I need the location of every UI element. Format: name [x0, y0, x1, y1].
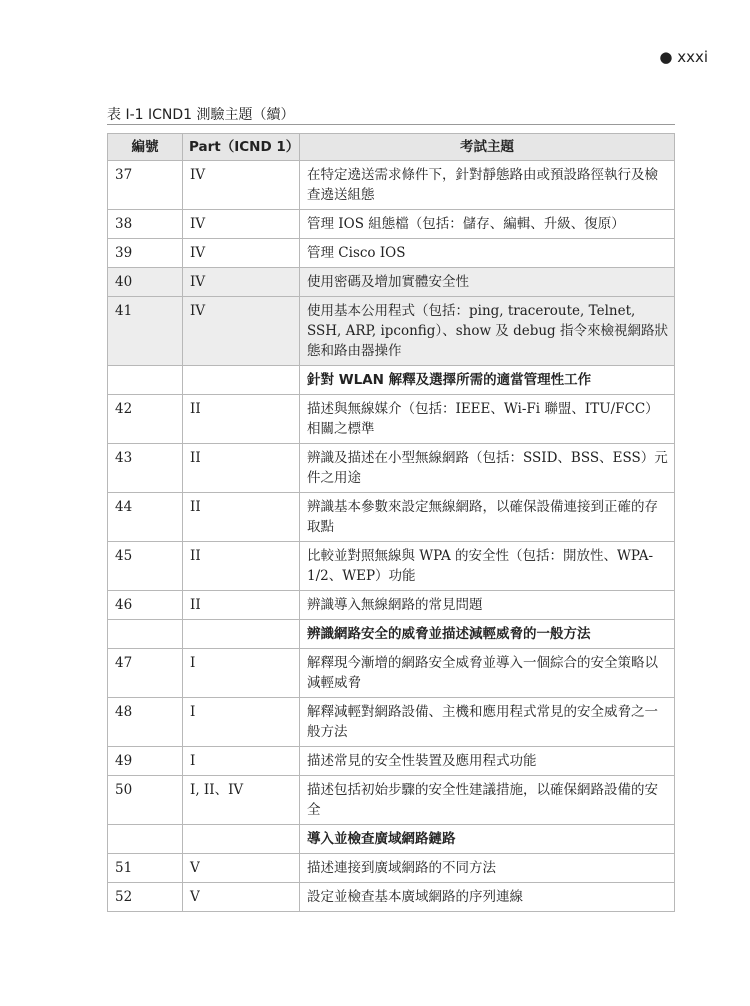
row-number-cell: 49 — [108, 747, 183, 776]
row-number-cell: 50 — [108, 776, 183, 825]
table-row — [108, 210, 675, 239]
row-number-cell — [108, 620, 183, 649]
section-heading: 導入並檢查廣域網路鏈路 — [300, 825, 675, 854]
table-row — [108, 239, 675, 268]
table-row — [108, 444, 675, 493]
row-topic-cell: 辨識及描述在小型無線網路（包括：SSID、BSS、ESS）元件之用途 — [300, 444, 675, 493]
header-part: Part（ICND 1） — [183, 134, 300, 161]
row-topic-cell: 描述連接到廣域網路的不同方法 — [300, 854, 675, 883]
section-row — [108, 825, 675, 854]
table-row — [108, 542, 675, 591]
row-number-cell — [108, 366, 183, 395]
row-part-cell: I — [183, 698, 300, 747]
table-row — [108, 591, 675, 620]
row-topic-cell: 管理 Cisco IOS — [300, 239, 675, 268]
row-number-cell — [108, 825, 183, 854]
row-number-cell: 41 — [108, 297, 183, 366]
table-header-row — [108, 134, 675, 161]
table-row — [108, 854, 675, 883]
row-topic-cell: 比較並對照無線與 WPA 的安全性（包括：開放性、WPA-1/2、WEP）功能 — [300, 542, 675, 591]
table-row — [108, 747, 675, 776]
row-topic-cell: 在特定遶送需求條件下，針對靜態路由或預設路徑執行及檢查遶送組態 — [300, 161, 675, 210]
row-number-cell: 38 — [108, 210, 183, 239]
section-row — [108, 620, 675, 649]
table-body — [108, 161, 675, 912]
row-part-cell: IV — [183, 268, 300, 297]
row-number-cell: 47 — [108, 649, 183, 698]
table-row — [108, 776, 675, 825]
row-topic-cell: 設定並檢查基本廣域網路的序列連線 — [300, 883, 675, 912]
header-topic: 考試主題 — [300, 134, 675, 161]
section-row — [108, 366, 675, 395]
table-title: 表 I-1 ICND1 測驗主題（續） — [107, 107, 295, 123]
row-part-cell: II — [183, 444, 300, 493]
row-topic-cell: 描述與無線媒介（包括：IEEE、Wi-Fi 聯盟、ITU/FCC）相關之標準 — [300, 395, 675, 444]
table-row — [108, 698, 675, 747]
row-part-cell: I — [183, 649, 300, 698]
row-part-cell: IV — [183, 161, 300, 210]
row-topic-cell: 使用密碼及增加實體安全性 — [300, 268, 675, 297]
table-row — [108, 268, 675, 297]
row-number-cell: 52 — [108, 883, 183, 912]
table-row — [108, 395, 675, 444]
row-topic-cell: 辨識導入無線網路的常見問題 — [300, 591, 675, 620]
row-part-cell: IV — [183, 297, 300, 366]
row-part-cell: V — [183, 883, 300, 912]
row-part-cell: IV — [183, 239, 300, 268]
row-part-cell: II — [183, 591, 300, 620]
title-rule — [107, 124, 675, 125]
table-row — [108, 297, 675, 366]
row-topic-cell: 描述常見的安全性裝置及應用程式功能 — [300, 747, 675, 776]
page-number: ● xxxi — [659, 48, 708, 66]
row-topic-cell: 解釋減輕對網路設備、主機和應用程式常見的安全威脅之一般方法 — [300, 698, 675, 747]
row-topic-cell: 辨識基本參數來設定無線網路，以確保設備連接到正確的存取點 — [300, 493, 675, 542]
row-part-cell: II — [183, 493, 300, 542]
row-number-cell: 44 — [108, 493, 183, 542]
row-number-cell: 43 — [108, 444, 183, 493]
row-number-cell: 45 — [108, 542, 183, 591]
row-topic-cell: 描述包括初始步驟的安全性建議措施，以確保網路設備的安全 — [300, 776, 675, 825]
row-part-cell — [183, 620, 300, 649]
header-no: 編號 — [108, 134, 183, 161]
row-part-cell: I — [183, 747, 300, 776]
row-number-cell: 37 — [108, 161, 183, 210]
row-topic-cell: 使用基本公用程式（包括：ping, traceroute, Telnet, SSH, ARP, ipconfig）、show 及 debug 指令來檢視網路狀態和路由器操作 — [300, 297, 675, 366]
table-row — [108, 883, 675, 912]
row-number-cell: 46 — [108, 591, 183, 620]
row-part-cell: IV — [183, 210, 300, 239]
row-part-cell: V — [183, 854, 300, 883]
row-part-cell: II — [183, 395, 300, 444]
row-topic-cell: 解釋現今漸增的網路安全威脅並導入一個綜合的安全策略以減輕威脅 — [300, 649, 675, 698]
row-part-cell: II — [183, 542, 300, 591]
table-row — [108, 493, 675, 542]
table-row — [108, 161, 675, 210]
section-heading: 針對 WLAN 解釋及選擇所需的適當管理性工作 — [300, 366, 675, 395]
section-heading: 辨識網路安全的威脅並描述減輕威脅的一般方法 — [300, 620, 675, 649]
row-part-cell — [183, 366, 300, 395]
row-number-cell: 48 — [108, 698, 183, 747]
table-row — [108, 649, 675, 698]
exam-topics-table — [107, 133, 675, 912]
row-part-cell — [183, 825, 300, 854]
row-number-cell: 39 — [108, 239, 183, 268]
row-number-cell: 42 — [108, 395, 183, 444]
row-topic-cell: 管理 IOS 組態檔（包括：儲存、編輯、升級、復原） — [300, 210, 675, 239]
row-part-cell: I, II、IV — [183, 776, 300, 825]
row-number-cell: 40 — [108, 268, 183, 297]
row-number-cell: 51 — [108, 854, 183, 883]
